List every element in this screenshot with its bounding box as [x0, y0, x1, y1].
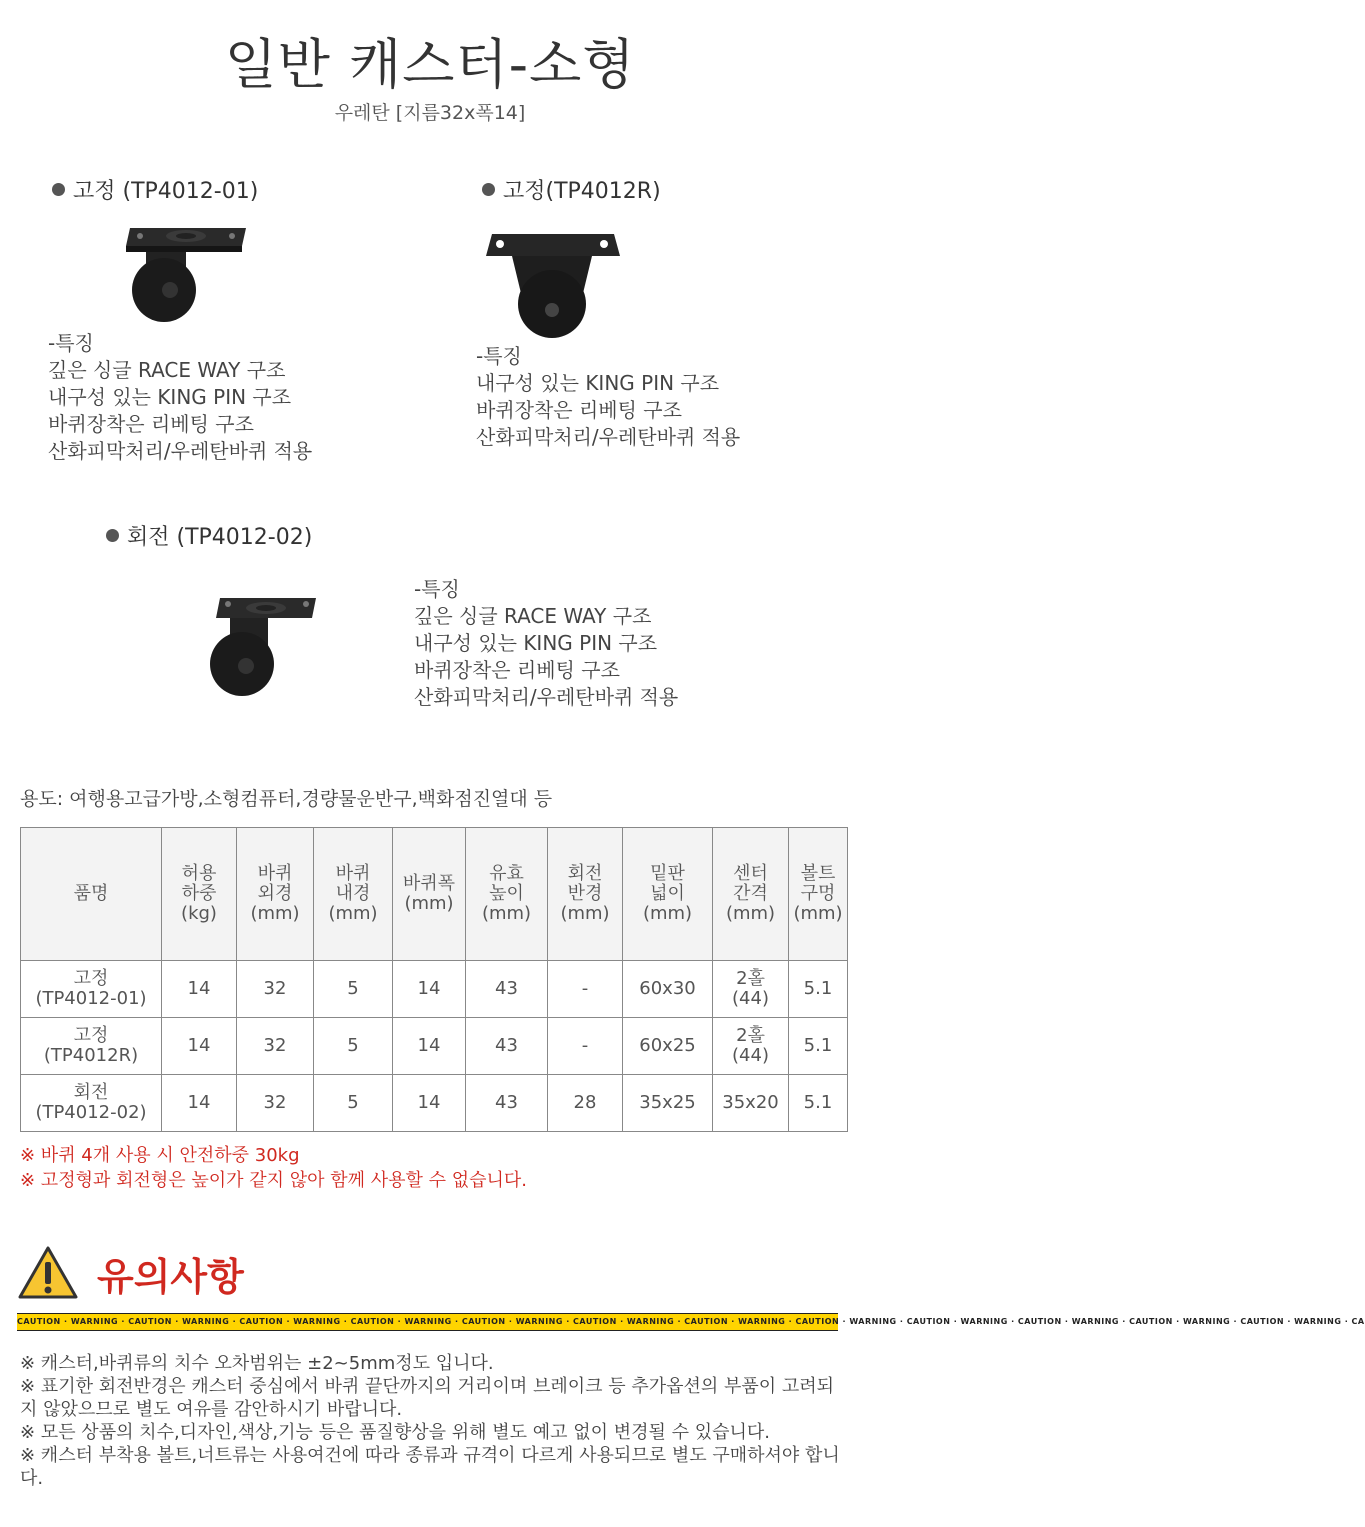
table-cell — [466, 961, 548, 1018]
header-line: (mm) — [793, 903, 843, 924]
table-cell — [21, 1075, 162, 1132]
cell-line: 14 — [187, 1092, 211, 1113]
cell-line: 14 — [187, 978, 211, 999]
header-line: 바퀴 — [335, 863, 371, 884]
caster-image-fixed-01 — [118, 218, 258, 330]
cell-line: 고정 — [73, 1025, 109, 1046]
table-cell — [21, 961, 162, 1018]
product-heading-text: 회전 (TP4012-02) — [127, 525, 313, 550]
table-cell — [314, 1018, 393, 1075]
features-fixed-01 — [48, 330, 312, 465]
cell-line: 32 — [263, 1035, 287, 1056]
table-cell — [393, 1018, 466, 1075]
cell-line: 5 — [347, 1092, 359, 1113]
features-swivel-02 — [414, 576, 678, 711]
table-cell — [789, 1018, 848, 1075]
header-line: 구멍 — [800, 883, 836, 904]
note-line: ※ 모든 상품의 치수,디자인,색상,기능 등은 품질향상을 위해 별도 예고 없이 변경될 수 있습니다. — [20, 1422, 770, 1443]
cell-line: 회전 — [73, 1082, 109, 1103]
header-line: (mm) — [642, 903, 693, 924]
header-line: 품명 — [73, 883, 109, 904]
header-line: 내경 — [335, 883, 371, 904]
cell-line: 35x20 — [722, 1092, 779, 1113]
feature-line: 깊은 싱글 RACE WAY 구조 — [414, 604, 652, 628]
usage-text: 용도: 여행용고급가방,소형컴퓨터,경량물운반구,백화점진열대 등 — [20, 788, 553, 810]
table-row — [21, 1018, 848, 1075]
table-header-cell — [21, 828, 162, 961]
cell-line: 2홀 — [736, 968, 765, 989]
table-cell — [623, 1075, 713, 1132]
table-header-row — [21, 828, 848, 961]
table-cell — [162, 1075, 237, 1132]
cell-line: 2홀 — [736, 1025, 765, 1046]
table-cell — [623, 961, 713, 1018]
feature-line: 내구성 있는 KING PIN 구조 — [476, 371, 720, 395]
caution-notes — [20, 1352, 840, 1490]
header-line: 바퀴폭 — [402, 873, 456, 894]
cell-line: 5.1 — [803, 1092, 833, 1113]
cell-line: - — [581, 1035, 589, 1056]
table-cell — [623, 1018, 713, 1075]
product-heading-fixed-r — [482, 174, 661, 205]
table-cell — [162, 1018, 237, 1075]
bullet-icon — [482, 183, 495, 196]
header-line: 센터 — [733, 863, 768, 884]
cell-line: 28 — [573, 1092, 597, 1113]
header-line: 유효 — [489, 863, 524, 884]
cell-line: (TP4012-01) — [35, 988, 147, 1009]
header-line: 볼트 — [800, 863, 836, 884]
table-cell — [237, 1075, 314, 1132]
table-cell — [713, 1075, 789, 1132]
cell-line: 32 — [263, 1092, 287, 1113]
table-body — [21, 961, 848, 1132]
note-line: ※ 표기한 회전반경은 캐스터 중심에서 바퀴 끝단까지의 거리이며 브레이크 등 추가옵션의 부품이 고려되지 않았으므로 별도 여유를 감안하시기 바랍니다. — [20, 1376, 835, 1420]
table-cell — [393, 961, 466, 1018]
table-header-cell — [548, 828, 623, 961]
cell-line: 35x25 — [639, 1092, 696, 1113]
cell-line: 14 — [417, 978, 441, 999]
table-cell — [466, 1075, 548, 1132]
cell-line: (44) — [732, 988, 769, 1009]
cell-line: 32 — [263, 978, 287, 999]
table-cell — [789, 961, 848, 1018]
table-cell — [548, 1075, 623, 1132]
header-line: 높이 — [489, 883, 524, 904]
feature-line: 깊은 싱글 RACE WAY 구조 — [48, 358, 286, 382]
table-cell — [21, 1018, 162, 1075]
table-header-cell — [713, 828, 789, 961]
header-line: 회전 — [567, 863, 603, 884]
cell-line: 고정 — [73, 968, 109, 989]
table-row — [21, 1075, 848, 1132]
caster-image-fixed-r — [482, 226, 622, 344]
cell-line: 43 — [495, 978, 518, 999]
table-header-cell — [237, 828, 314, 961]
feature-line: 바퀴장착은 리베팅 구조 — [48, 412, 254, 436]
cell-line: 14 — [417, 1092, 441, 1113]
feature-line: 산화피막처리/우레탄바퀴 적용 — [476, 425, 741, 449]
cell-line: 43 — [495, 1092, 518, 1113]
table-header-cell — [393, 828, 466, 961]
table-cell — [393, 1075, 466, 1132]
cell-line: (TP4012R) — [43, 1045, 139, 1066]
cell-line: 5.1 — [803, 978, 833, 999]
header-line: (kg) — [181, 903, 217, 924]
caution-title: 유의사항 — [97, 1255, 244, 1299]
cell-line: 14 — [417, 1035, 441, 1056]
table-cell — [237, 961, 314, 1018]
header-line: 반경 — [567, 883, 603, 904]
table-cell — [548, 1018, 623, 1075]
product-heading-text: 고정(TP4012R) — [503, 179, 661, 204]
table-header-cell — [466, 828, 548, 961]
header-line: (mm) — [328, 903, 378, 924]
table-header-cell — [789, 828, 848, 961]
table-cell — [713, 961, 789, 1018]
table-header-cell — [623, 828, 713, 961]
bullet-icon — [106, 529, 119, 542]
page-subtitle: 우레탄 [지름32x폭14] — [334, 102, 526, 124]
note-line: ※ 캐스터,바퀴류의 치수 오차범위는 ±2~5mm정도 입니다. — [20, 1353, 494, 1374]
feature-line: -특징 — [414, 577, 460, 601]
table-header-cell — [162, 828, 237, 961]
page-title: 일반 캐스터-소형 — [224, 33, 636, 96]
caster-image-swivel-02 — [198, 594, 322, 706]
caution-tape: CAUTION · WARNING · CAUTION · WARNING · CAUTION · WARNING · CAUTION · WARNING · CAUTION · WARNING · CAUTION · WARNING · CAUTION · WARNING · CAUTION · WARNING · CAUTION · WARNING · CAUTION · WARNING · CAUTION · WARNING · CAUTION · WARNING · CA — [17, 1313, 838, 1331]
bullet-icon — [52, 183, 65, 196]
table-cell — [466, 1018, 548, 1075]
header-line: (mm) — [560, 903, 610, 924]
warning-red-2: ※ 고정형과 회전형은 높이가 같지 않아 함께 사용할 수 없습니다. — [20, 1170, 527, 1191]
cell-line: 60x30 — [639, 978, 696, 999]
warning-red-1: ※ 바퀴 4개 사용 시 안전하중 30kg — [20, 1145, 300, 1166]
feature-line: 산화피막처리/우레탄바퀴 적용 — [48, 439, 313, 463]
feature-line: 내구성 있는 KING PIN 구조 — [48, 385, 292, 409]
header-line: 바퀴 — [257, 863, 293, 884]
header-line: (mm) — [404, 893, 454, 914]
table-cell — [314, 961, 393, 1018]
table-header-cell — [314, 828, 393, 961]
table-row — [21, 961, 848, 1018]
feature-line: 바퀴장착은 리베팅 구조 — [414, 658, 620, 682]
table-cell — [237, 1018, 314, 1075]
cell-line: (TP4012-02) — [35, 1102, 147, 1123]
table-cell — [713, 1018, 789, 1075]
header-line: 외경 — [257, 883, 293, 904]
cell-line: 43 — [495, 1035, 518, 1056]
cell-line: 14 — [187, 1035, 211, 1056]
feature-line: 내구성 있는 KING PIN 구조 — [414, 631, 658, 655]
feature-line: -특징 — [48, 331, 94, 355]
cell-line: 5 — [347, 1035, 359, 1056]
feature-line: -특징 — [476, 344, 522, 368]
cell-line: (44) — [732, 1045, 769, 1066]
features-fixed-r — [476, 343, 740, 451]
table-cell — [162, 961, 237, 1018]
table-cell — [548, 961, 623, 1018]
warning-triangle-icon — [17, 1245, 79, 1301]
spec-table — [20, 827, 848, 1132]
note-line: ※ 캐스터 부착용 볼트,너트류는 사용여건에 따라 종류과 규격이 다르게 사용되므로 별도 구매하셔야 합니다. — [20, 1445, 840, 1489]
header-line: (mm) — [725, 903, 776, 924]
table-cell — [789, 1075, 848, 1132]
header-line: 밑판 — [650, 863, 685, 884]
product-heading-fixed-01 — [52, 174, 258, 205]
header-line: 하중 — [181, 883, 217, 904]
cell-line: - — [581, 978, 589, 999]
header-line: 허용 — [181, 863, 217, 884]
product-heading-swivel-02 — [106, 520, 312, 551]
cell-line: 5.1 — [803, 1035, 833, 1056]
feature-line: 산화피막처리/우레탄바퀴 적용 — [414, 685, 679, 709]
feature-line: 바퀴장착은 리베팅 구조 — [476, 398, 682, 422]
header-line: (mm) — [481, 903, 532, 924]
cell-line: 5 — [347, 978, 359, 999]
header-line: (mm) — [250, 903, 300, 924]
product-heading-text: 고정 (TP4012-01) — [73, 179, 259, 204]
table-cell — [314, 1075, 393, 1132]
header-line: 넓이 — [650, 883, 685, 904]
header-line: 간격 — [733, 883, 768, 904]
cell-line: 60x25 — [639, 1035, 696, 1056]
